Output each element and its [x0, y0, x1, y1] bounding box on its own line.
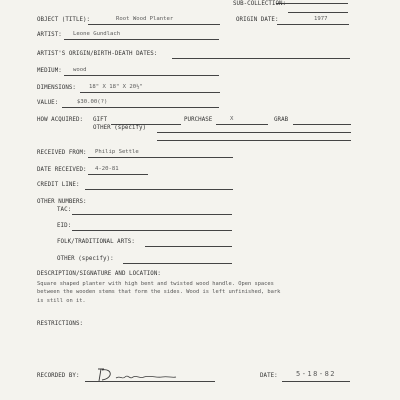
- purchase-line: [216, 124, 268, 125]
- origin-date-label: ORIGIN DATE:: [236, 17, 279, 23]
- header-line-top: [276, 3, 348, 4]
- medium-label: MEDIUM:: [37, 68, 62, 74]
- sub-collection-line: [288, 12, 348, 13]
- tac-line: [72, 214, 232, 215]
- date-label: DATE:: [260, 373, 278, 379]
- artist-label: ARTIST:: [37, 32, 62, 38]
- other-specify2-line: [123, 263, 232, 264]
- other-specify2-label: OTHER (specify):: [57, 256, 114, 262]
- recorded-by-label: RECORDED BY:: [37, 373, 80, 379]
- other-specify-label: OTHER (specify): [93, 125, 147, 131]
- value-line: [62, 107, 219, 108]
- dimensions-value: 18" X 18" X 20½": [89, 84, 143, 90]
- grab-label: GRAB: [274, 117, 289, 123]
- received-from-line: [88, 157, 233, 158]
- date-received-label: DATE RECEIVED:: [37, 167, 87, 173]
- purchase-label: PURCHASE: [184, 117, 213, 123]
- origin-date-line: [277, 24, 349, 25]
- how-acquired-label: HOW ACQUIRED:: [37, 117, 84, 123]
- object-title-label: OBJECT (TITLE):: [37, 17, 91, 23]
- eid-line: [72, 230, 232, 231]
- other-numbers-label: OTHER NUMBERS:: [37, 199, 87, 205]
- restrictions-label: RESTRICTIONS:: [37, 321, 84, 327]
- credit-line-label: CREDIT LINE:: [37, 182, 80, 188]
- recorder-signature: [90, 366, 200, 384]
- medium-line: [64, 75, 219, 76]
- sub-collection-label: SUB-COLLECTION:: [233, 1, 287, 7]
- credit-line-line: [85, 189, 233, 190]
- folk-arts-line: [145, 246, 232, 247]
- purchase-mark: X: [230, 116, 234, 122]
- received-from-label: RECEIVED FROM:: [37, 150, 87, 156]
- other-specify-line-2: [157, 140, 351, 141]
- gift-label: GIFT: [93, 117, 108, 123]
- tac-label: TAC:: [57, 207, 72, 213]
- artist-origin-line: [172, 58, 350, 59]
- value-value: $30.00(?): [77, 99, 108, 105]
- description-text: Square shaped planter with high bent and twisted wood handle. Open spaces between the wooden stems that form the sides. Wood is left unfinished, bark is still on it.: [37, 281, 281, 304]
- artist-line: [64, 39, 219, 40]
- date-received-value: 4-20-81: [95, 166, 119, 172]
- eid-label: EID:: [57, 223, 72, 229]
- dimensions-label: DIMENSIONS:: [37, 85, 76, 91]
- medium-value: wood: [73, 67, 87, 73]
- object-title-value: Root Wood Planter: [116, 16, 174, 22]
- artist-origin-label: ARTIST'S ORIGIN/BIRTH-DEATH DATES:: [37, 51, 158, 57]
- folk-arts-label: FOLK/TRADITIONAL ARTS:: [57, 239, 135, 245]
- date-received-line: [88, 174, 148, 175]
- object-title-line: [88, 24, 220, 25]
- description-label: DESCRIPTION/SIGNATURE AND LOCATION:: [37, 271, 161, 277]
- dimensions-line: [80, 92, 220, 93]
- date-value: 5-18-82: [296, 370, 337, 378]
- value-label: VALUE:: [37, 100, 59, 106]
- received-from-value: Philip Settle: [95, 149, 139, 155]
- grab-line: [293, 124, 351, 125]
- date-line: [282, 381, 350, 382]
- other-specify-line: [157, 132, 351, 133]
- origin-date-value: 1977: [314, 16, 328, 22]
- artist-value: Leone Gundlach: [73, 31, 121, 37]
